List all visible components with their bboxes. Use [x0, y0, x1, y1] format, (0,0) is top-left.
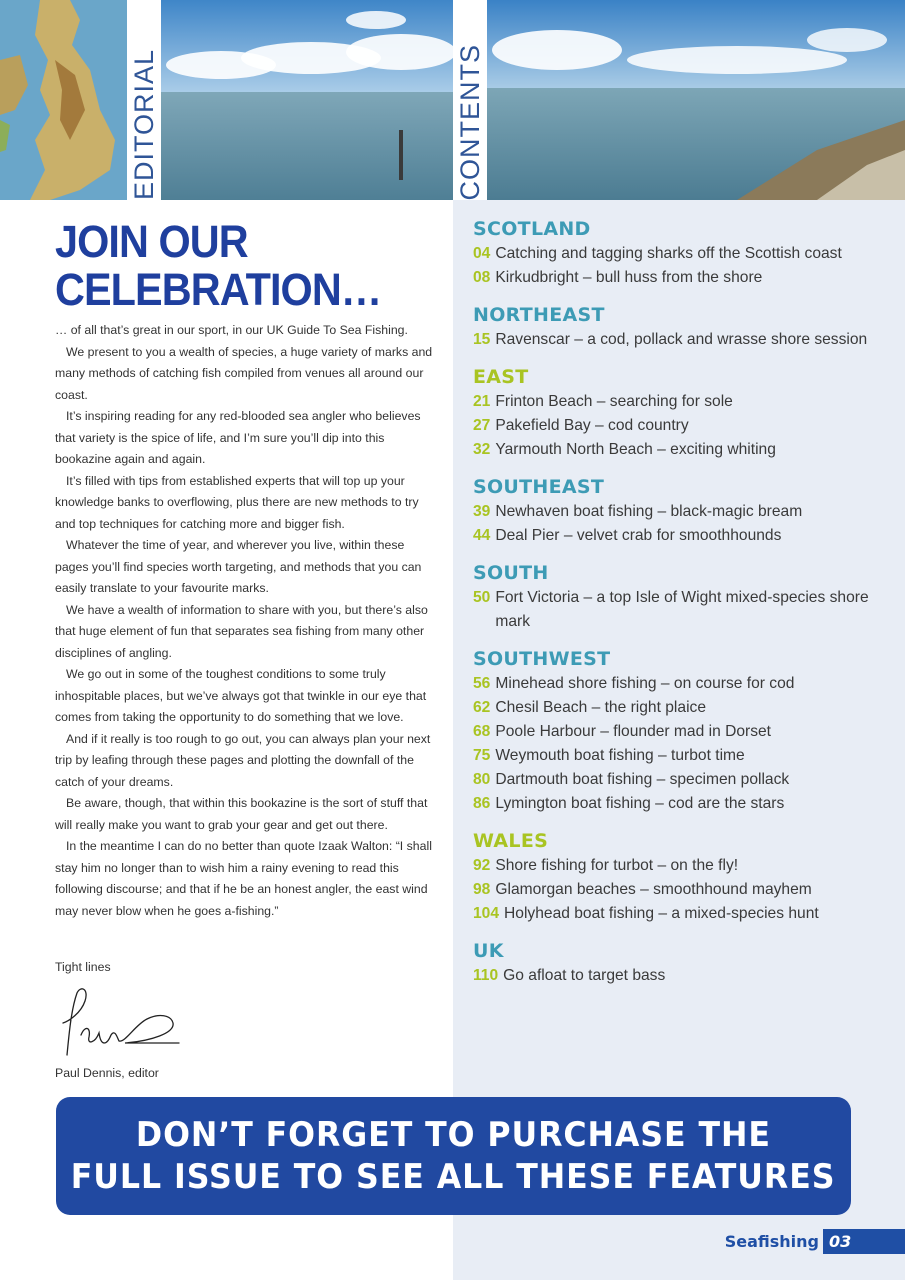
section-title: NORTHEAST: [473, 304, 605, 326]
entry-title: Lymington boat fishing – cod are the stars: [495, 795, 785, 812]
entry-title: Yarmouth North Beach – exciting whiting: [495, 441, 776, 458]
entry-page-number: 27: [473, 417, 491, 434]
contents-entry[interactable]: [473, 964, 898, 988]
editorial-label: EDITORIAL: [128, 48, 159, 200]
contents-section-southwest: [473, 648, 898, 816]
editorial-paragraph: Whatever the time of year, and wherever you live, within these pages you’ll find species worth targeting, and methods that you can easily translate to your favourite marks.: [55, 538, 422, 595]
entry-title: Weymouth boat fishing – turbot time: [495, 747, 745, 764]
section-title: SOUTHEAST: [473, 476, 605, 498]
signoff: Tight lines: [55, 960, 111, 974]
uk-map-image: [0, 0, 127, 200]
contents-entry[interactable]: [473, 744, 898, 768]
contents-entry[interactable]: [473, 438, 898, 462]
editor-signature: [55, 985, 185, 1065]
contents-section-uk: [473, 940, 898, 988]
entry-title: Newhaven boat fishing – black-magic bream: [495, 503, 803, 520]
entry-title: Poole Harbour – flounder mad in Dorset: [495, 723, 771, 740]
entry-page-number: 98: [473, 881, 491, 898]
editor-name: Paul Dennis, editor: [55, 1066, 159, 1080]
editorial-paragraph: We present to you a wealth of species, a huge variety of marks and many methods of catching fish compiled from venues all around our coast.: [55, 344, 433, 402]
contents-entry[interactable]: [473, 242, 898, 266]
contents-entry[interactable]: [473, 768, 898, 792]
entry-page-number: 21: [473, 393, 491, 410]
editorial-paragraph: In the meantime I can do no better than quote Izaak Walton: “I shall stay him no longer than to wish him a rainy evening to read this following discourse; and that if he be an honest angler, the east wind may never blow when he goes a-fishing.”: [55, 839, 432, 918]
editorial-paragraph: Be aware, though, that within this bookazine is the sort of stuff that will really make you want to grab your gear and get out there.: [55, 796, 428, 832]
contents-entry[interactable]: [473, 878, 898, 902]
entry-page-number: 80: [473, 771, 491, 788]
editorial-paragraph: It’s filled with tips from established experts that will top up your knowledge banks to overflowing, plus there are new methods to try and top techniques for catching more and bigger fish.: [55, 473, 419, 531]
entry-title: Deal Pier – velvet crab for smoothhounds: [495, 527, 782, 544]
contents-entry[interactable]: [473, 524, 898, 548]
contents-section-southeast: [473, 476, 898, 548]
entry-page-number: 68: [473, 723, 491, 740]
section-title: EAST: [473, 366, 529, 388]
editorial-headline: [55, 218, 405, 314]
entry-page-number: 56: [473, 675, 491, 692]
section-title: SCOTLAND: [473, 218, 591, 240]
contents-entry[interactable]: [473, 414, 898, 438]
section-title: WALES: [473, 830, 549, 852]
entry-title: Chesil Beach – the right plaice: [495, 699, 706, 716]
contents-section-northeast: [473, 304, 898, 352]
contents-label: CONTENTS: [454, 43, 485, 200]
editorial-paragraph: … of all that’s great in our sport, in our UK Guide To Sea Fishing.: [55, 323, 408, 337]
entry-page-number: 86: [473, 795, 491, 812]
promo-line-1: DON’T FORGET TO PURCHASE THE: [135, 1115, 771, 1155]
section-title: SOUTH: [473, 562, 549, 584]
contents-entry[interactable]: [473, 328, 898, 352]
entry-page-number: 110: [473, 967, 499, 984]
entry-page-number: 75: [473, 747, 491, 764]
entry-title: Pakefield Bay – cod country: [495, 417, 689, 434]
section-title: UK: [473, 940, 504, 962]
entry-title: Ravenscar – a cod, pollack and wrasse shore session: [495, 331, 868, 348]
entry-title: Glamorgan beaches – smoothhound mayhem: [495, 881, 812, 898]
entry-title: Catching and tagging sharks off the Scottish coast: [495, 245, 842, 262]
contents-section-scotland: [473, 218, 898, 290]
promo-line-2: FULL ISSUE TO SEE ALL THESE FEATURES: [71, 1157, 836, 1197]
entry-title: Go afloat to target bass: [503, 967, 666, 984]
entry-page-number: 62: [473, 699, 491, 716]
editorial-paragraph: And if it really is too rough to go out, you can always plan your next trip by leafing through these pages and plotting the downfall of the catch of your dreams.: [55, 731, 431, 789]
headline-line-1: JOIN OUR: [55, 216, 248, 267]
footer-brand: Seafishing: [724, 1232, 819, 1251]
contents-entry[interactable]: [473, 586, 898, 634]
page-number: 03: [823, 1229, 905, 1254]
entry-page-number: 39: [473, 503, 491, 520]
sea-photo-left: [161, 0, 453, 200]
page-footer: [725, 1229, 905, 1254]
contents-entry[interactable]: [473, 902, 898, 926]
entry-page-number: 32: [473, 441, 491, 458]
entry-title: Holyhead boat fishing – a mixed-species hunt: [504, 905, 819, 922]
entry-page-number: 04: [473, 245, 491, 262]
contents-entry[interactable]: [473, 792, 898, 816]
editorial-paragraph: We go out in some of the toughest conditions to some truly inhospitable places, but we’ve always got that twinkle in our eye that comes from taking the opportunity to do something that we love.: [55, 667, 427, 724]
contents-tab: [453, 0, 487, 200]
contents-section-wales: [473, 830, 898, 926]
entry-title: Frinton Beach – searching for sole: [495, 393, 733, 410]
entry-page-number: 92: [473, 857, 491, 874]
entry-page-number: 44: [473, 527, 491, 544]
entry-page-number: 08: [473, 269, 491, 286]
contents-entry[interactable]: [473, 696, 898, 720]
entry-page-number: 50: [473, 589, 491, 606]
promo-banner: [56, 1097, 851, 1215]
editorial-tab: [127, 0, 161, 200]
contents-entry[interactable]: [473, 720, 898, 744]
contents-list: [473, 218, 898, 1002]
entry-title: Minehead shore fishing – on course for cod: [495, 675, 795, 692]
entry-title: Dartmouth boat fishing – specimen pollack: [495, 771, 790, 788]
contents-entry[interactable]: [473, 266, 898, 290]
entry-page-number: 15: [473, 331, 491, 348]
contents-entry[interactable]: [473, 390, 898, 414]
entry-title: Fort Victoria – a top Isle of Wight mixed-species shore mark: [495, 589, 869, 630]
contents-entry[interactable]: [473, 672, 898, 696]
section-title: SOUTHWEST: [473, 648, 611, 670]
contents-section-south: [473, 562, 898, 634]
editorial-paragraph: We have a wealth of information to share with you, but there’s also that huge element of fun that separates sea fishing from many other disciplines of angling.: [55, 602, 428, 660]
entry-page-number: 104: [473, 905, 500, 922]
contents-section-east: [473, 366, 898, 462]
sea-photo-right: [487, 0, 905, 200]
editorial-paragraph: It’s inspiring reading for any red-blooded sea angler who believes that variety is the spice of life, and I’m sure you’ll dip into this bookazine again and again.: [55, 409, 421, 466]
headline-line-2: CELEBRATION…: [55, 264, 382, 315]
editorial-body: [55, 320, 433, 922]
entry-title: Shore fishing for turbot – on the fly!: [495, 857, 739, 874]
contents-entry[interactable]: [473, 500, 898, 524]
entry-title: Kirkudbright – bull huss from the shore: [495, 269, 763, 286]
contents-entry[interactable]: [473, 854, 898, 878]
